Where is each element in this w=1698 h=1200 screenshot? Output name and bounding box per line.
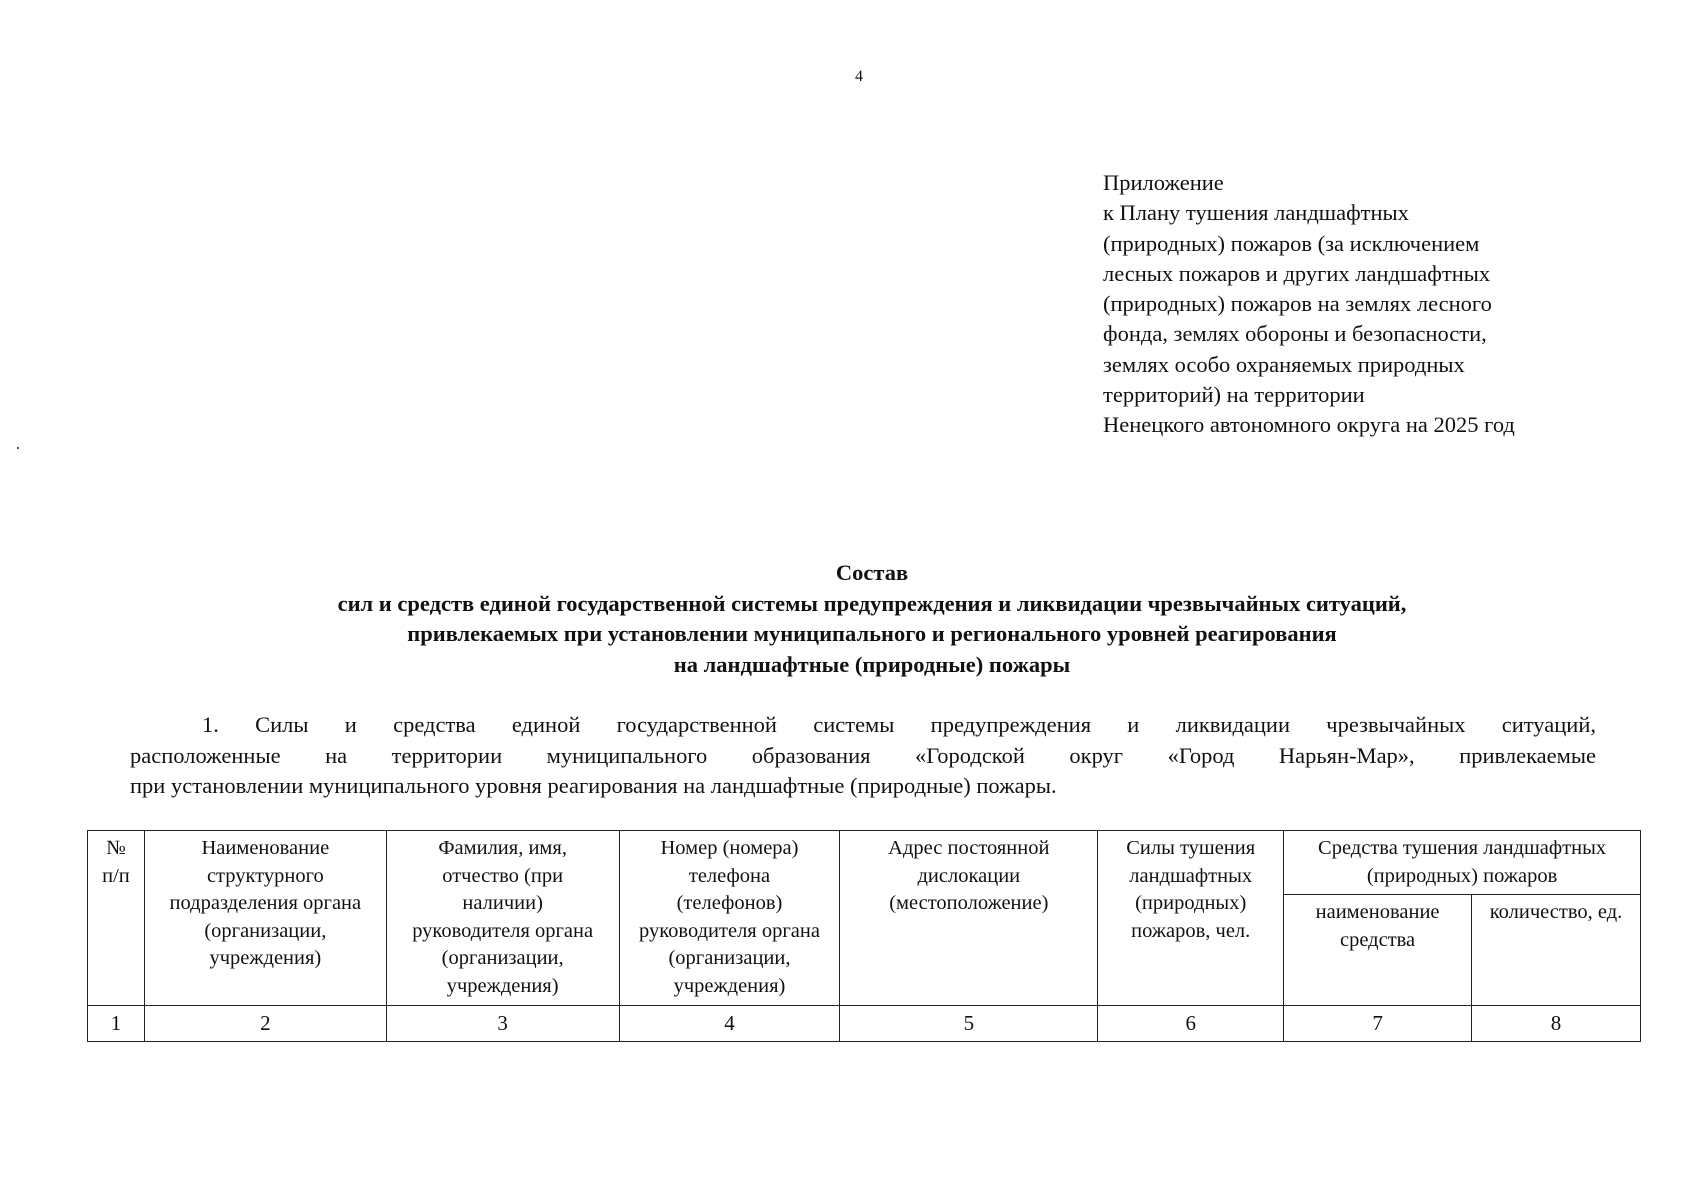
paragraph-line: 1. Силы и средства единой государственной системы предупреждения и ликвидации чрезвычайных ситуаций, (202, 712, 1596, 737)
paragraph-line: при установлении муниципального уровня реагирования на ландшафтные (природные) пожары. (130, 773, 1057, 798)
appendix-line: территорий) на территории (1103, 382, 1365, 408)
header-head-name (386, 831, 619, 1006)
header-unit (144, 831, 386, 1006)
header-line: количество, ед. (1489, 901, 1623, 923)
header-line: пожаров, чел. (1131, 919, 1251, 942)
column-number-cell: 6 (1098, 1006, 1284, 1042)
page-number: 4 (855, 68, 863, 85)
header-line: наименование (1315, 901, 1440, 923)
header-phone (619, 831, 840, 1006)
header-line: (организации, (441, 947, 564, 969)
appendix-note (1103, 168, 1663, 441)
header-line: средства (1339, 928, 1416, 951)
header-line: учреждения) (209, 947, 322, 969)
appendix-line: (природных) пожаров на землях лесного (1103, 291, 1492, 317)
header-line: ландшафтных (1129, 864, 1253, 887)
section-1-paragraph (130, 710, 1596, 802)
header-means-count (1472, 895, 1641, 1006)
header-line: (природных) (1135, 892, 1247, 914)
column-number-cell: 3 (386, 1006, 619, 1042)
scan-speck (17, 447, 19, 449)
header-forces (1098, 831, 1284, 1006)
header-line: Номер (номера) (660, 837, 799, 859)
title-line: на ландшафтные (природные) пожары (673, 651, 1071, 677)
appendix-line: фонда, землях обороны и безопасности, (1103, 321, 1487, 347)
header-line: дислокации (917, 864, 1021, 887)
header-line: подразделения органа (169, 892, 362, 914)
appendix-line: Ненецкого автономного округа на 2025 год (1103, 412, 1515, 438)
appendix-line: к Плану тушения ландшафтных (1103, 200, 1409, 226)
column-number-row (88, 1006, 1641, 1042)
document-title (0, 558, 1698, 680)
appendix-line: лесных пожаров и других ландшафтных (1103, 260, 1491, 286)
header-line: (организации, (204, 919, 327, 942)
header-line: отчество (при (442, 864, 564, 887)
paragraph-line: расположенные на территории муниципального образования «Городской округ «Город Нарьян-Мар», привлекаемые (130, 742, 1596, 768)
header-line: Наименование (201, 837, 330, 859)
table-header-row (88, 831, 1641, 895)
header-line: Фамилия, имя, (438, 837, 567, 859)
header-means-name (1284, 895, 1472, 1006)
appendix-line: Приложение (1103, 170, 1224, 195)
header-line: (организации, (668, 947, 791, 969)
appendix-line: (природных) пожаров (за исключением (1103, 230, 1480, 256)
header-line: № (106, 837, 126, 859)
forces-table (87, 830, 1641, 1042)
header-line: Адрес постоянной (888, 837, 1050, 859)
header-means-group (1284, 831, 1641, 895)
header-line: руководителя органа (639, 919, 820, 942)
title-line: Состав (835, 560, 909, 585)
header-line: Средства тушения ландшафтных (1318, 837, 1607, 859)
header-line: руководителя органа (412, 919, 594, 942)
header-line: учреждения) (673, 974, 786, 997)
header-line: (местоположение) (889, 892, 1049, 914)
header-num (88, 831, 145, 1006)
appendix-line: землях особо охраняемых природных (1103, 351, 1465, 377)
header-line: учреждения) (446, 974, 559, 997)
header-address (840, 831, 1098, 1006)
column-number-cell: 1 (88, 1006, 145, 1042)
header-line: структурного (206, 864, 324, 887)
header-line: Силы тушения (1126, 837, 1256, 859)
header-line: (телефонов) (676, 892, 783, 914)
column-number-cell: 8 (1472, 1006, 1641, 1042)
header-line: (природных) пожаров (1366, 864, 1558, 887)
title-line: привлекаемых при установлении муниципального и регионального уровней реагирования (407, 621, 1337, 646)
column-number-cell: 5 (840, 1006, 1098, 1042)
column-number-cell: 7 (1284, 1006, 1472, 1042)
header-line: телефона (688, 864, 771, 887)
column-number-cell: 2 (144, 1006, 386, 1042)
header-line: п/п (102, 864, 130, 887)
column-number-cell: 4 (619, 1006, 840, 1042)
header-line: наличии) (462, 892, 543, 914)
title-line: сил и средств единой государственной системы предупреждения и ликвидации чрезвычайных ситуаций, (337, 590, 1407, 616)
